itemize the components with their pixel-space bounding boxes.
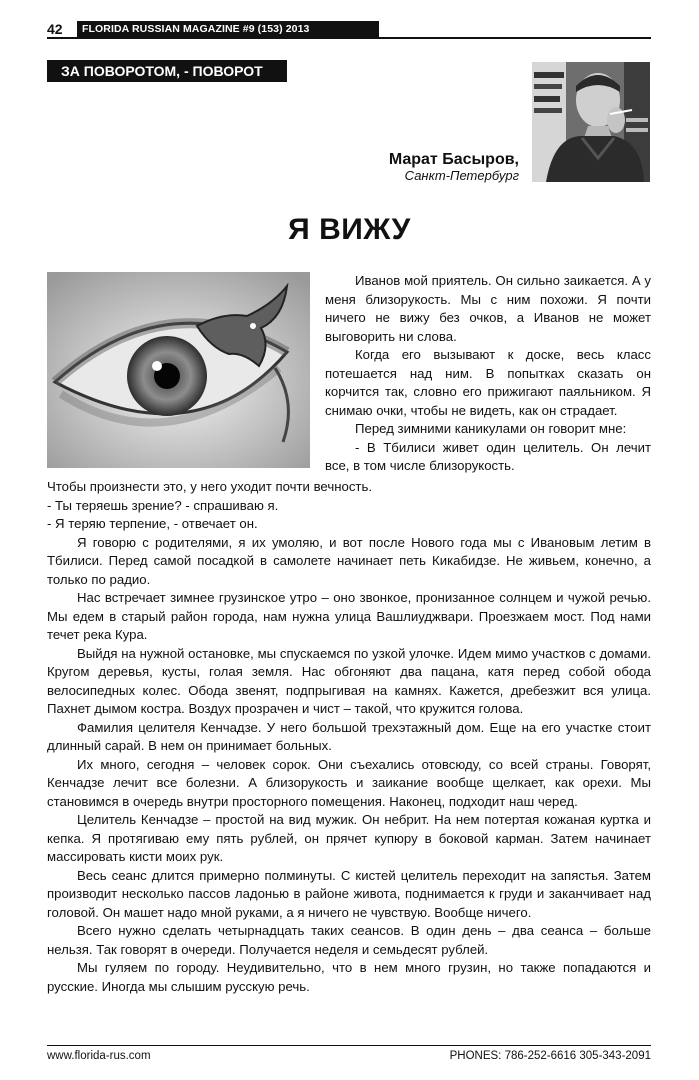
author-portrait-graphic [532, 62, 650, 182]
paragraph: Мы гуляем по городу. Неудивительно, что в нем много грузин, но также попадаются и русские. Иногда мы слышим русскую речь. [47, 960, 651, 994]
paragraph: - В Тбилиси живет один целитель. Он лечит все, в том числе близорукость. [325, 439, 651, 473]
article-text-right-column [325, 272, 651, 476]
paragraph: Их много, сегодня – человек сорок. Они съехались отовсюду, со всей страны. Говорят, Кенчадзе лечит все болезни. А близорукость и заикание вообще щелкает, как орехи. Мы становимся в очередь внутри просторного помещения. Наконец, подходит наш черед. [47, 756, 651, 809]
paragraph: Когда его вызывают к доске, весь класс потешается над ним. В попытках сказать он корчится так, словно его прижигают паяльником. Я снимаю очки, чтобы не видеть, как он страдает. [325, 347, 651, 418]
paragraph: Фамилия целителя Кенчадзе. У него большой трехэтажный дом. Еще на его участке стоит длинный сарай. В нем он принимает больных. [47, 719, 651, 753]
article-text-full-width [47, 478, 651, 996]
paragraph: Нас встречает зимнее грузинское утро – оно звонкое, пронизанное солнцем и чужой речью. Мы едем в старый район города, нам нужна улица Вашлиуджвари. Проезжаем мост. Под нами течет река Кура. [47, 590, 651, 642]
paragraph: Перед зимними каникулами он говорит мне: [355, 421, 627, 436]
paragraph: Я говорю с родителями, я их умоляю, и вот после Нового года мы с Ивановым летим в Тбилиси. Перед самой посадкой в самолете начинает петь Кикабидзе. Не живьем, конечно, а только по радио. [47, 534, 651, 587]
paragraph: - Я теряю терпение, - отвечает он. [47, 516, 258, 531]
eye-illustration-icon [47, 272, 310, 468]
magazine-title: FLORIDA RUSSIAN MAGAZINE #9 (153) 2013 [77, 21, 379, 37]
page-number: 42 [47, 21, 69, 37]
article-title: Я ВИЖУ [288, 213, 411, 246]
page-header [47, 21, 651, 39]
footer-phones: PHONES: 786-252-6616 305-343-2091 [449, 1050, 651, 1062]
section-tag: ЗА ПОВОРОТОМ, - ПОВОРОТ [47, 60, 287, 82]
eye-illustration-graphic [47, 272, 310, 468]
paragraph: Чтобы произнести это, у него уходит почти вечность. [47, 479, 372, 494]
author-name: Марат Басыров, [388, 151, 519, 168]
paragraph: Иванов мой приятель. Он сильно заикается. А у меня близорукость. Мы с ним похожи. Я почти ничего не вижу без очков, а Иванов не может выговорить ни слова. [325, 273, 651, 344]
author-city: Санкт-Петербург [404, 168, 519, 183]
paragraph: Выйдя на нужной остановке, мы спускаемся по узкой улочке. Идем мимо участков с домами. Кругом деревья, кусты, голая земля. Нас обгоняют два пацана, катя перед собой обода велосипедных колес. Обода звенят, подпрыгивая на камнях. Кажется, дребезжит вся улица. Пахнет дымом костра. Воздух прозрачен и чист – такой, что кружится голова. [47, 645, 651, 716]
paragraph: Всего нужно сделать четырнадцать таких сеансов. В один день – два сеанса – больше нельзя. Так говорят в очереди. Получается неделя и семьдесят рублей. [47, 923, 651, 957]
page-footer [47, 1045, 651, 1066]
author-portrait-icon [532, 62, 650, 182]
paragraph: Весь сеанс длится примерно полминуты. С кистей целитель переходит на запястья. Затем производит несколько пассов ладонью в районе живота, поднимается к груди и заканчивает над головой. Он машет надо мной руками, а я ничего не чувствую. Вообще ничего. [47, 867, 651, 920]
footer-website-link[interactable]: www.florida-rus.com [47, 1050, 151, 1062]
paragraph: - Ты теряешь зрение? - спрашиваю я. [47, 497, 279, 513]
paragraph: Целитель Кенчадзе – простой на вид мужик. Он небрит. На нем потертая кожаная куртка и кепка. Я протягиваю ему пять рублей, он прячет купюру в боковой карман. Затем начинает массировать кисти моих рук. [47, 812, 651, 864]
